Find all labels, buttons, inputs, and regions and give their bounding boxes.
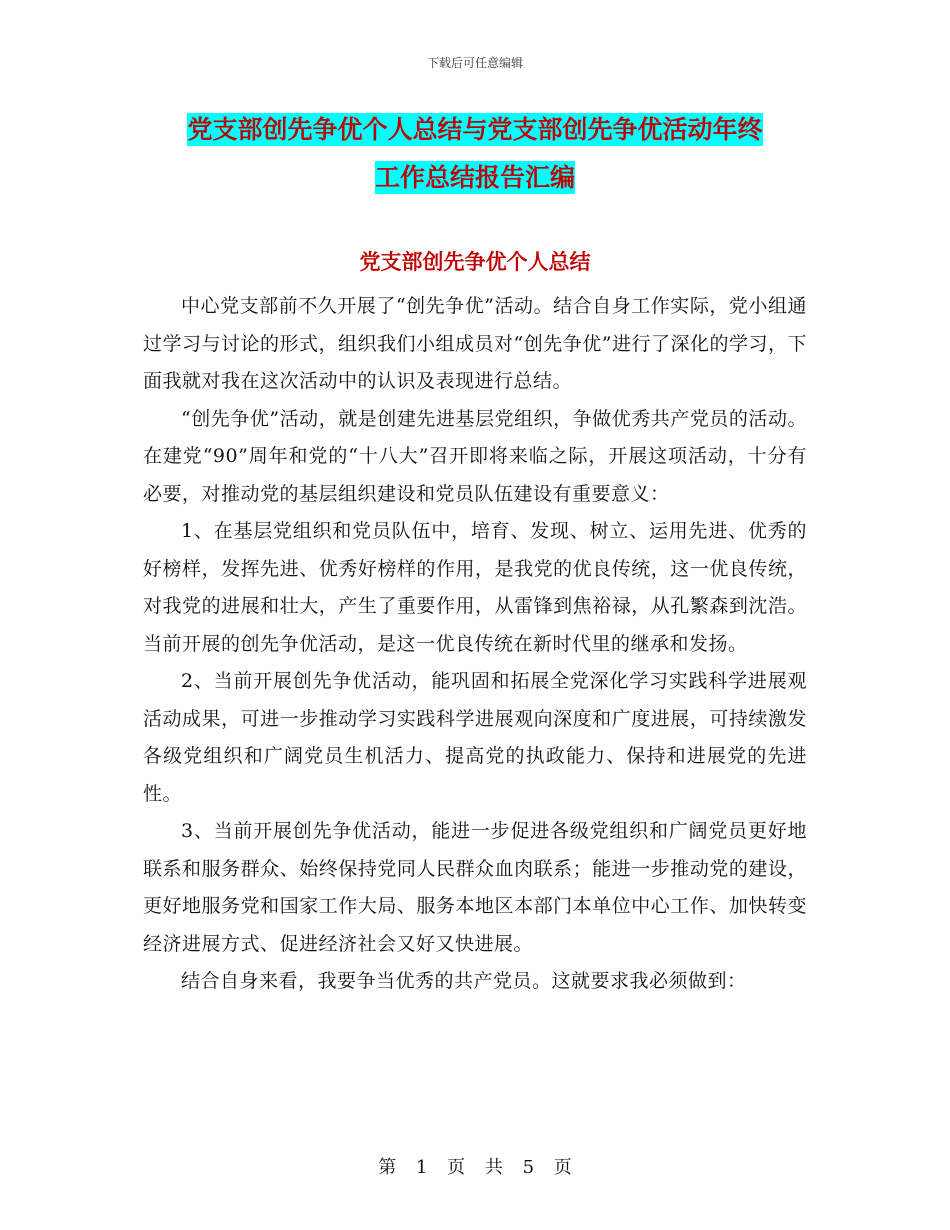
paragraph: 中心党支部前不久开展了“创先争优”活动。结合自身工作实际，党小组通过学习与讨论的形式，组织我们小组成员对“创先争优”进行了深化的学习，下面我就对我在这次活动中的认识及表现进行总结。 — [143, 295, 807, 392]
document-title-line2: 工作总结报告汇编 — [374, 163, 575, 192]
footer-middle: 页 — [447, 1157, 466, 1178]
footer-page-number: 1 — [415, 1157, 428, 1178]
section-title: 党支部创先争优个人总结 — [359, 250, 591, 274]
paragraph: “创先争优”活动，就是创建先进基层党组织，争做优秀共产党员的活动。在建党“90”周年和党的“十八大”召开即将来临之际，开展这项活动，十分有必要，对推动党的基层组织建设和党员队伍建设有重要意义： — [143, 407, 807, 505]
page-footer — [0, 1153, 950, 1179]
header-note: 下载后可任意编辑 — [426, 56, 523, 70]
paragraph: 结合自身来看，我要争当优秀的共产党员。这就要求我必须做到： — [181, 970, 747, 992]
paragraph: 3、当前开展创先争优活动，能进一步促进各级党组织和广阔党员更好地联系和服务群众、始终保持党同人民群众血肉联系；能进一步推动党的建设，更好地服务党和国家工作大局、服务本地区本部门本单位中心工作、加快转变经济进展方式、促进经济社会又好又快进展。 — [143, 820, 807, 955]
footer-suffix: 页 — [553, 1157, 572, 1178]
document-title-line1: 党支部创先争优个人总结与党支部创先争优活动年终 — [187, 115, 763, 144]
paragraph: 2、当前开展创先争优活动，能巩固和拓展全党深化学习实践科学进展观活动成果，可进一步推动学习实践科学进展观向深度和广度进展，可持续激发各级党组织和广阔党员生机活力、提高党的执政能力、保持和进展党的先进性。 — [143, 670, 807, 805]
footer-prefix: 第 — [378, 1157, 397, 1178]
footer-total-prefix: 共 — [484, 1157, 503, 1178]
document-body — [143, 288, 807, 1001]
footer-total-pages: 5 — [522, 1157, 535, 1178]
document-title — [140, 106, 810, 202]
paragraph: 1、在基层党组织和党员队伍中，培育、发现、树立、运用先进、优秀的好榜样，发挥先进、优秀好榜样的作用，是我党的优良传统，这一优良传统，对我党的进展和壮大，产生了重要作用，从雷锋到焦裕禄，从孔繁森到沈浩。当前开展的创先争优活动，是这一优良传统在新时代里的继承和发扬。 — [143, 520, 807, 655]
